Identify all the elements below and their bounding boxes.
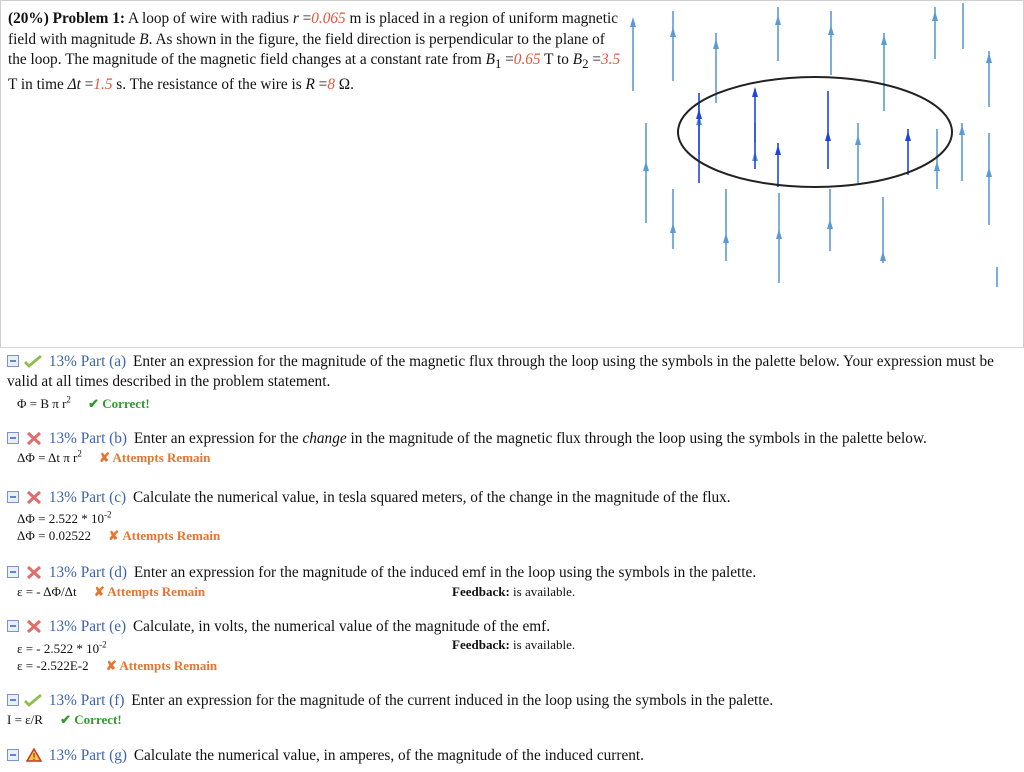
- feedback-link[interactable]: Feedback: is available.: [452, 637, 576, 652]
- part-e-answer-2: ε = -2.522E-2 ✘ Attempts Remain: [17, 658, 218, 673]
- resistance-value: 8: [327, 75, 335, 93]
- time-value: 1.5: [93, 75, 113, 93]
- problem-panel: [0, 0, 1024, 348]
- collapse-and-cross-icon[interactable]: [7, 565, 45, 579]
- part-a-answer: Φ = B π $r^2$ ✔ Correct!: [17, 394, 150, 411]
- part-c-answer-2: ΔΦ = 0.02522 ✘ Attempts Remain: [17, 528, 221, 543]
- part-e-answer-1: ε = - $2.522 * 10^{-2}$ Feedback: is available.: [17, 637, 576, 656]
- magnetic-field-figure: [629, 3, 1023, 343]
- part-b-answer: ΔΦ = Δt π $r^2$ ✘ Attempts Remain: [17, 448, 211, 465]
- part-c: 13% Part (c) Calculate the numerical value, in tesla squared meters, of the change in the magnitude of the flux. $\Delta\Phi = 2.522 * 10^{-2}$ ΔΦ = 0.02522 ✘ Attempts Remain: [7, 488, 1019, 544]
- part-a-label: 13% Part (a): [48, 353, 127, 370]
- b2-value: 3.5: [600, 51, 621, 68]
- part-a-question: Enter an expression for the magnitude of the magnetic flux through the loop using the symbols in the palette below. Your expression must be valid at all times described in the problem statement.: [7, 353, 994, 390]
- collapse-and-warning-icon[interactable]: [7, 748, 45, 762]
- collapse-and-check-icon[interactable]: [7, 693, 45, 707]
- part-f-answer: I = ε/R ✔ Correct!: [7, 712, 122, 727]
- collapse-and-check-icon[interactable]: [7, 354, 45, 368]
- feedback-link[interactable]: Feedback: is available.: [452, 584, 576, 599]
- problem-title: Problem 1:: [52, 10, 125, 27]
- part-d: 13% Part (d) Enter an expression for the magnitude of the induced emf in the loop using the symbols in the palette. ε = - ΔΦ/Δt ✘ Attempts Remain Feedback: is available.: [7, 563, 1019, 600]
- part-e: 13% Part (e) Calculate, in volts, the numerical value of the magnitude of the emf. ε = - $2.522 * 10^{-2}$ Feedback: is available. ε = -2.522E-2 ✘ Attempts Remain: [7, 617, 1019, 674]
- attempts-status: ✘ Attempts Remain: [99, 450, 211, 465]
- collapse-and-cross-icon[interactable]: [7, 490, 45, 504]
- correct-status: ✔ Correct!: [88, 396, 150, 411]
- collapse-and-cross-icon[interactable]: [7, 431, 45, 445]
- problem-weight: (20%): [8, 10, 49, 27]
- wire-loop: [678, 77, 952, 187]
- field-lines: [630, 3, 997, 287]
- part-b: 13% Part (b) Enter an expression for the change in the magnitude of the magnetic flux through the loop using the symbols in the palette below. ΔΦ = Δt π $r^2$ ✘ Attempts Remain: [7, 429, 1019, 466]
- collapse-and-cross-icon[interactable]: [7, 619, 45, 633]
- part-a: [7, 352, 1019, 412]
- part-c-answer-1: $\Delta\Phi = 2.522 * 10^{-2}$: [17, 509, 112, 526]
- field-lines-inside: [696, 87, 911, 187]
- b1-value: 0.65: [513, 51, 541, 68]
- problem-statement: (20%) Problem 1: A loop of wire with radius r =0.065 m is placed in a region of uniform magnetic field with magnitude B. As shown in the figure, the field direction is perpendicular to the plane of the loop. The magnitude of the magnetic field changes at a constant rate from $B_1 =0.65$ T to $B_2 =3.5$ T in time Δt =1.5 s. The resistance of the wire is R =8 Ω.: [8, 10, 621, 93]
- part-g: 13% Part (g) Calculate the numerical value, in amperes, of the magnitude of the induced current.: [7, 746, 1019, 766]
- radius-value: 0.065: [311, 10, 346, 27]
- part-f: 13% Part (f) Enter an expression for the magnitude of the current induced in the loop using the symbols in the palette. I = ε/R ✔ Correct!: [7, 691, 1019, 728]
- part-d-answer: ε = - ΔΦ/Δt ✘ Attempts Remain Feedback: is available.: [17, 584, 576, 599]
